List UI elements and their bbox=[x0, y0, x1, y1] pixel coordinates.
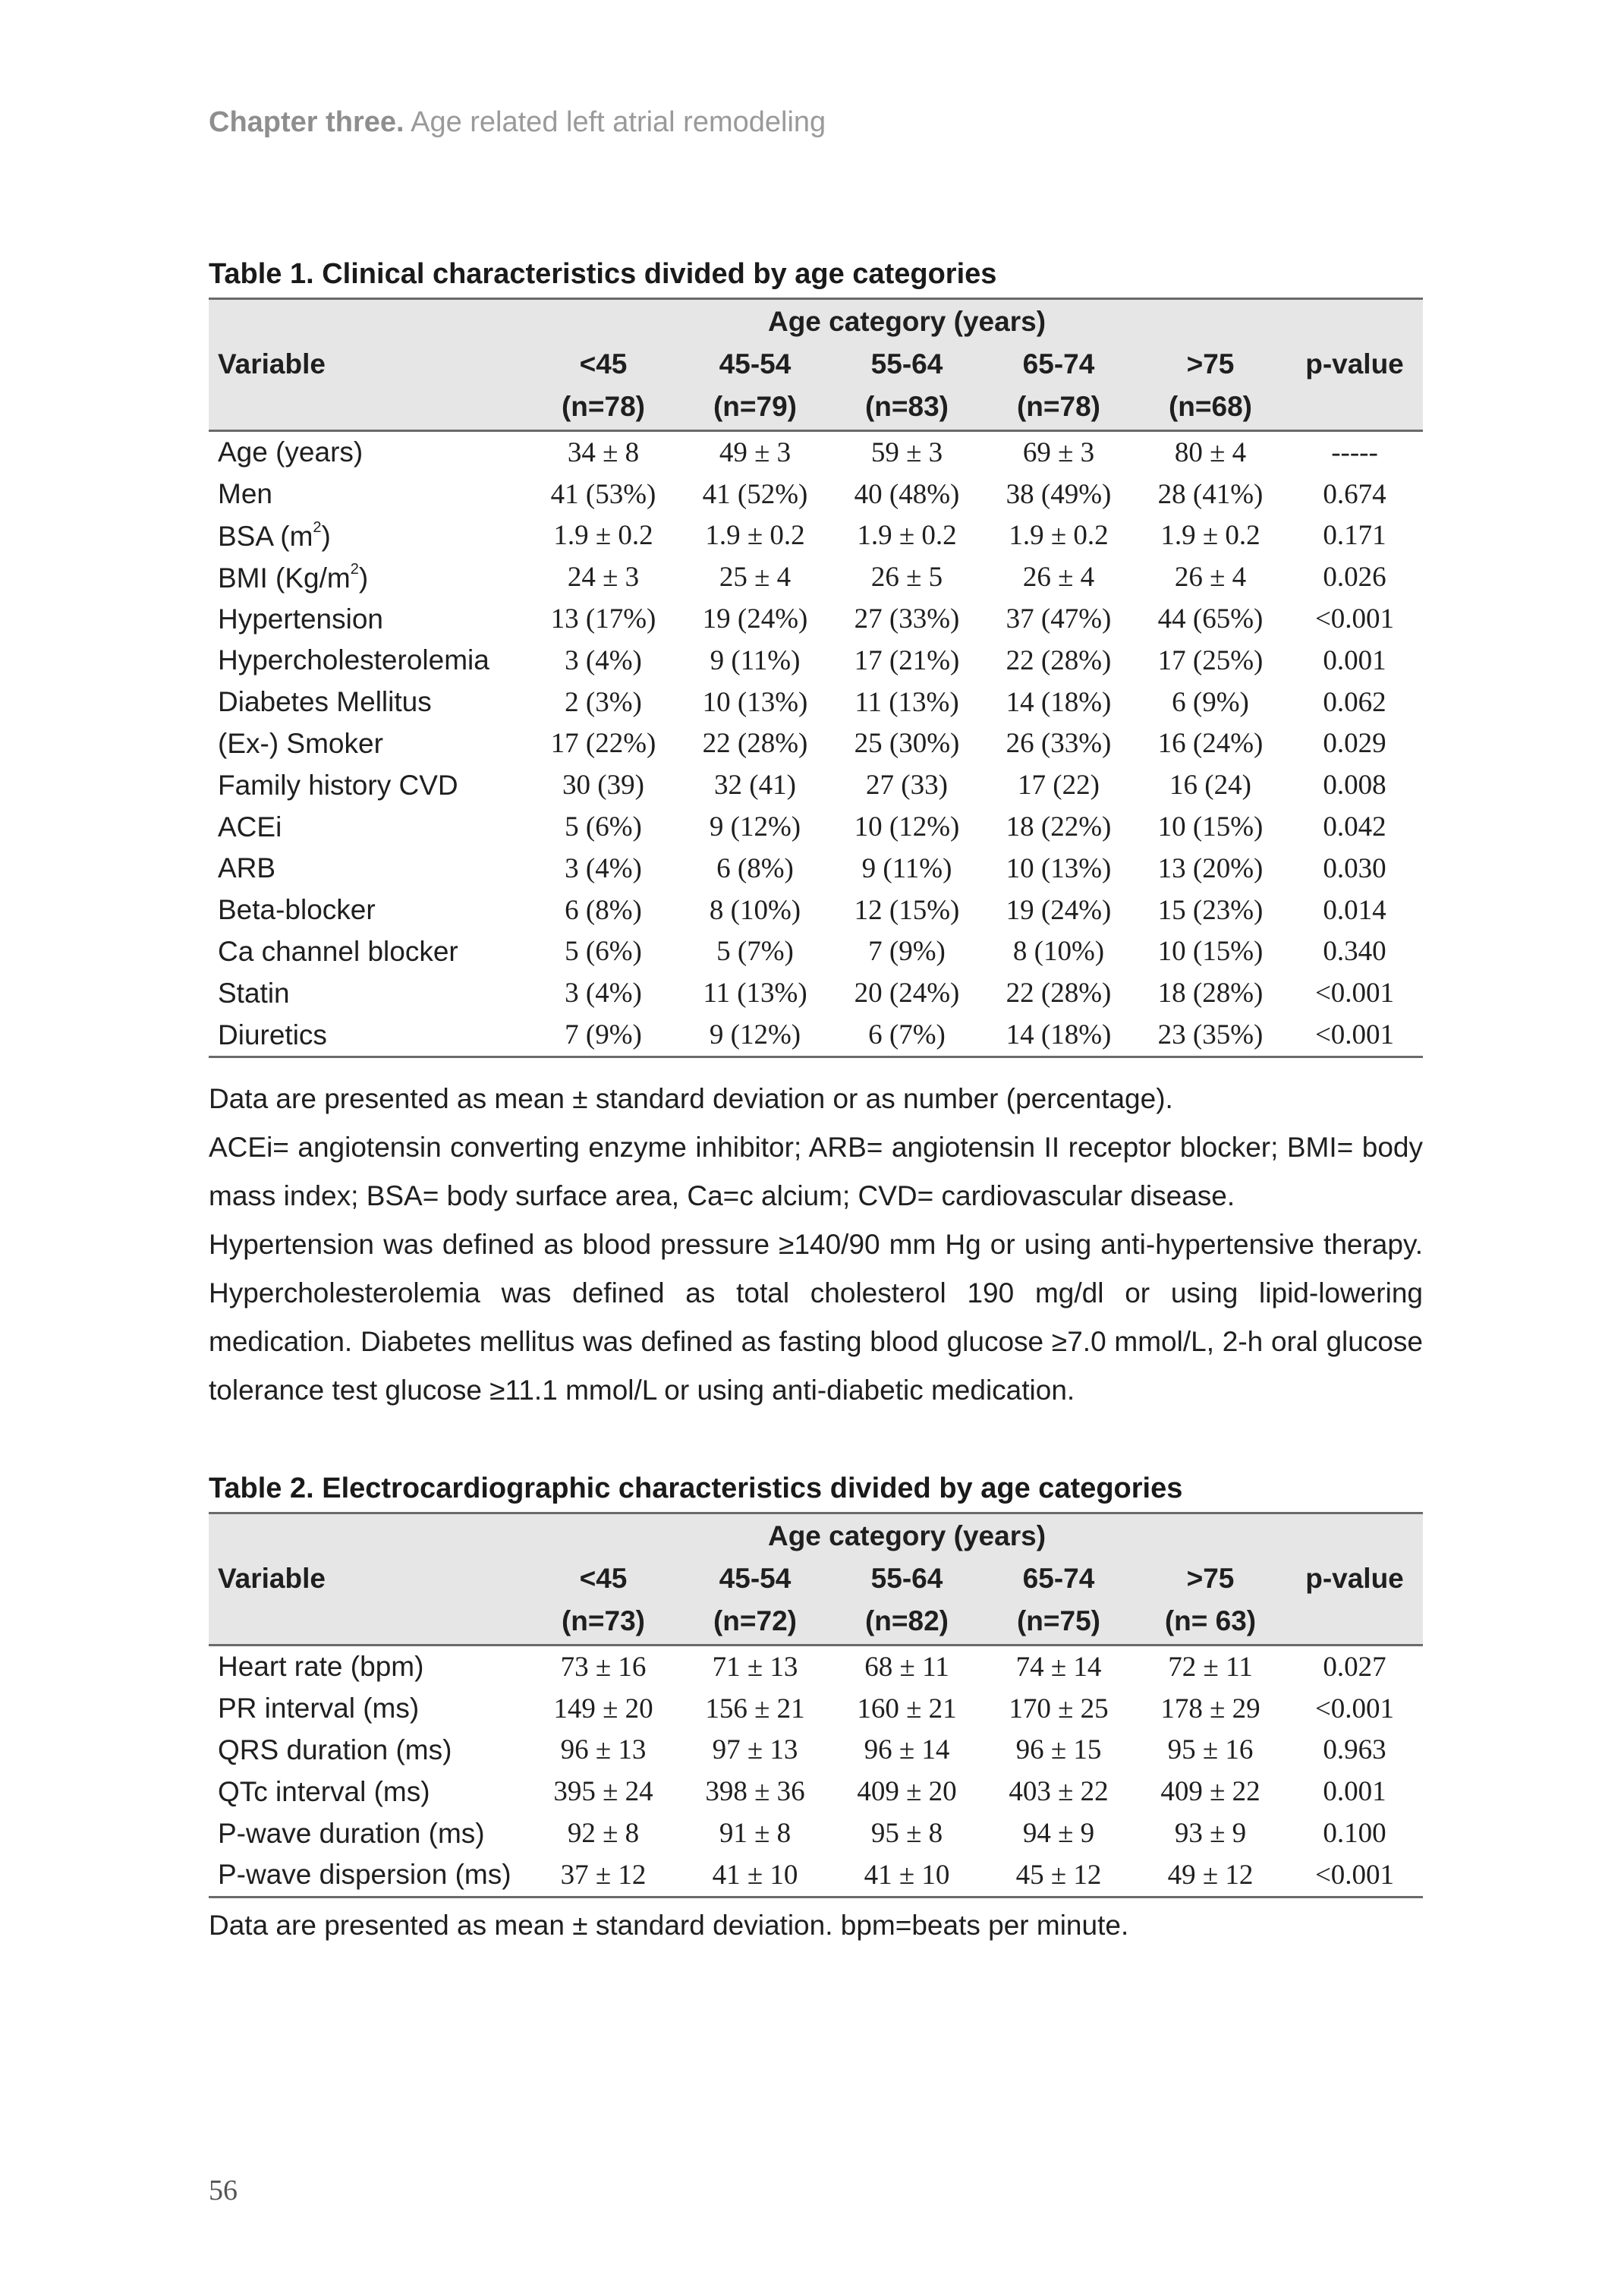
table1-col-n: (n=68) bbox=[1135, 390, 1286, 431]
row-value: 16 (24) bbox=[1169, 770, 1251, 802]
row-value: 8 (10%) bbox=[709, 894, 801, 926]
row-value: 17 (22%) bbox=[550, 728, 656, 760]
row-value: 27 (33%) bbox=[854, 603, 960, 635]
row-pvalue: 0.029 bbox=[1323, 728, 1386, 760]
row-value: 18 (28%) bbox=[1157, 978, 1264, 1009]
table-row bbox=[209, 682, 1423, 723]
row-value: 69 ± 3 bbox=[1022, 436, 1095, 468]
table2-pvalue-header: p-value bbox=[1286, 1558, 1423, 1605]
row-variable: Heart rate (bpm) bbox=[218, 1651, 424, 1683]
row-value: 17 (25%) bbox=[1157, 644, 1264, 676]
row-pvalue: 0.030 bbox=[1323, 852, 1386, 884]
row-value: 19 (24%) bbox=[702, 603, 808, 635]
row-pvalue: 0.674 bbox=[1323, 478, 1386, 510]
table-row bbox=[209, 1646, 1423, 1688]
row-value: 32 (41) bbox=[714, 770, 796, 802]
table-row bbox=[209, 931, 1423, 973]
table-row bbox=[209, 515, 1423, 557]
row-variable: Diabetes Mellitus bbox=[218, 686, 432, 718]
row-value: 6 (7%) bbox=[831, 1014, 983, 1057]
row-value: 7 (9%) bbox=[868, 936, 946, 968]
row-value: 16 (24%) bbox=[1157, 728, 1264, 760]
row-variable: Hypertension bbox=[218, 603, 384, 635]
table1-col-n: (n=78) bbox=[983, 390, 1135, 431]
table-row bbox=[209, 723, 1423, 765]
row-pvalue: <0.001 bbox=[1286, 1014, 1423, 1057]
row-pvalue: 0.001 bbox=[1323, 1776, 1386, 1808]
row-pvalue: ----- bbox=[1331, 436, 1378, 468]
row-value: 409 ± 20 bbox=[857, 1776, 957, 1808]
row-value: 80 ± 4 bbox=[1174, 436, 1247, 468]
table1-group-header: Age category (years) bbox=[527, 299, 1286, 345]
table2-variable-header: Variable bbox=[209, 1558, 527, 1605]
row-value: 71 ± 13 bbox=[712, 1651, 798, 1683]
row-value: 22 (28%) bbox=[1006, 978, 1112, 1009]
row-value: 11 (13%) bbox=[703, 978, 807, 1009]
table-row bbox=[209, 972, 1423, 1014]
running-head bbox=[209, 106, 826, 139]
row-value: 41 (52%) bbox=[702, 478, 808, 510]
row-value: 17 (22) bbox=[1018, 770, 1100, 802]
table1-col-label: 55-64 bbox=[831, 344, 983, 390]
row-value: 1.9 ± 0.2 bbox=[857, 520, 957, 552]
row-value: 1.9 ± 0.2 bbox=[553, 520, 653, 552]
table-row bbox=[209, 640, 1423, 682]
row-pvalue: <0.001 bbox=[1314, 978, 1395, 1009]
table-row bbox=[209, 1688, 1423, 1730]
row-pvalue: <0.001 bbox=[1314, 1693, 1395, 1724]
row-value: 395 ± 24 bbox=[553, 1776, 653, 1808]
row-value: 97 ± 13 bbox=[712, 1734, 798, 1766]
table2-col-n: (n=72) bbox=[679, 1605, 831, 1646]
row-variable: (Ex-) Smoker bbox=[218, 727, 383, 759]
page-number: 56 bbox=[209, 2175, 238, 2206]
table1-col-n: (n=78) bbox=[527, 390, 679, 431]
table2-col-label: <45 bbox=[527, 1558, 679, 1605]
row-value: 1.9 ± 0.2 bbox=[705, 520, 805, 552]
row-value: 5 (7%) bbox=[716, 936, 794, 968]
row-value: 26 ± 4 bbox=[1022, 562, 1095, 594]
table1-variable-header: Variable bbox=[209, 344, 527, 390]
row-value: 398 ± 36 bbox=[705, 1776, 805, 1808]
table2-col-label: 65-74 bbox=[983, 1558, 1135, 1605]
row-value: 2 (3%) bbox=[565, 686, 642, 718]
row-value: 23 (35%) bbox=[1135, 1014, 1286, 1057]
row-value: 156 ± 21 bbox=[705, 1693, 805, 1724]
row-value: 10 (15%) bbox=[1157, 936, 1264, 968]
row-value: 44 (65%) bbox=[1157, 603, 1264, 635]
row-value: 49 ± 12 bbox=[1135, 1854, 1286, 1897]
row-value: 37 (47%) bbox=[1006, 603, 1112, 635]
row-value: 73 ± 16 bbox=[560, 1651, 647, 1683]
table1-col-label: <45 bbox=[527, 344, 679, 390]
row-value: 8 (10%) bbox=[1012, 936, 1105, 968]
row-value: 13 (17%) bbox=[550, 603, 656, 635]
row-value: 96 ± 15 bbox=[1015, 1734, 1102, 1766]
row-pvalue: <0.001 bbox=[1286, 1854, 1423, 1897]
row-pvalue: 0.001 bbox=[1323, 644, 1386, 676]
row-variable: Hypercholesterolemia bbox=[218, 644, 489, 676]
table2-col-n: (n=75) bbox=[983, 1605, 1135, 1646]
row-value: 10 (13%) bbox=[1006, 852, 1112, 884]
row-value: 3 (4%) bbox=[565, 644, 642, 676]
row-value: 403 ± 22 bbox=[1009, 1776, 1109, 1808]
row-value: 24 ± 3 bbox=[567, 562, 640, 594]
row-value: 96 ± 13 bbox=[560, 1734, 647, 1766]
row-variable: Beta-blocker bbox=[218, 894, 376, 926]
row-value: 72 ± 11 bbox=[1168, 1651, 1253, 1683]
table1-title: Table 1. Clinical characteristics divided by age categories bbox=[209, 258, 997, 290]
row-variable: BMI $(Kg/m^2)$ bbox=[218, 560, 369, 594]
row-pvalue: 0.042 bbox=[1323, 811, 1386, 843]
row-value: 38 (49%) bbox=[1006, 478, 1112, 510]
table2-group-header: Age category (years) bbox=[527, 1513, 1286, 1559]
row-value: 40 (48%) bbox=[854, 478, 960, 510]
row-value: 1.9 ± 0.2 bbox=[1009, 520, 1109, 552]
row-value: 6 (9%) bbox=[1172, 686, 1249, 718]
row-variable: P-wave dispersion (ms) bbox=[209, 1854, 527, 1897]
row-variable: P-wave duration (ms) bbox=[218, 1817, 485, 1849]
row-variable: Statin bbox=[218, 977, 290, 1009]
row-value: 149 ± 20 bbox=[553, 1693, 653, 1724]
row-pvalue: 0.027 bbox=[1323, 1651, 1386, 1683]
row-value: 68 ± 11 bbox=[864, 1651, 949, 1683]
row-value: 41 ± 10 bbox=[831, 1854, 983, 1897]
table2-note: Data are presented as mean ± standard deviation. bpm=beats per minute. bbox=[209, 1910, 1129, 1941]
table1-col-label: >75 bbox=[1135, 344, 1286, 390]
table-row bbox=[209, 1812, 1423, 1854]
row-value: 409 ± 22 bbox=[1160, 1776, 1260, 1808]
row-value: 91 ± 8 bbox=[719, 1818, 792, 1850]
row-value: 13 (20%) bbox=[1157, 852, 1264, 884]
table-row bbox=[209, 1771, 1423, 1812]
running-head-title: Age related left atrial remodeling bbox=[411, 106, 826, 138]
row-value: 178 ± 29 bbox=[1160, 1693, 1260, 1724]
row-value: 14 (18%) bbox=[983, 1014, 1135, 1057]
row-value: 37 ± 12 bbox=[527, 1854, 679, 1897]
row-pvalue: 0.963 bbox=[1323, 1734, 1386, 1766]
row-value: 92 ± 8 bbox=[567, 1818, 640, 1850]
table2-col-n: (n=82) bbox=[831, 1605, 983, 1646]
row-value: 3 (4%) bbox=[565, 978, 642, 1009]
row-value: 12 (15%) bbox=[854, 894, 960, 926]
row-value: 17 (21%) bbox=[854, 644, 960, 676]
row-value: 6 (8%) bbox=[565, 894, 642, 926]
row-value: 41 (53%) bbox=[550, 478, 656, 510]
row-pvalue: <0.001 bbox=[1314, 603, 1395, 635]
row-value: 9 (12%) bbox=[709, 811, 801, 843]
row-value: 22 (28%) bbox=[1006, 644, 1112, 676]
row-value: 26 ± 4 bbox=[1174, 562, 1247, 594]
row-variable: BSA $(m^2)$ bbox=[218, 518, 331, 552]
row-variable: ARB bbox=[218, 852, 276, 884]
table-row bbox=[209, 598, 1423, 640]
table2-col-label: 55-64 bbox=[831, 1558, 983, 1605]
row-pvalue: 0.062 bbox=[1323, 686, 1386, 718]
table1-col-n: (n=83) bbox=[831, 390, 983, 431]
row-value: 9 (12%) bbox=[679, 1014, 831, 1057]
row-value: 94 ± 9 bbox=[1022, 1818, 1095, 1850]
row-value: 22 (28%) bbox=[702, 728, 808, 760]
table2-col-n: (n=73) bbox=[527, 1605, 679, 1646]
row-value: 49 ± 3 bbox=[719, 436, 792, 468]
row-value: 25 (30%) bbox=[854, 728, 960, 760]
row-value: 93 ± 9 bbox=[1174, 1818, 1247, 1850]
row-value: 1.9 ± 0.2 bbox=[1160, 520, 1260, 552]
table1 bbox=[209, 298, 1423, 1058]
row-value: 9 (11%) bbox=[861, 852, 952, 884]
row-value: 10 (13%) bbox=[702, 686, 808, 718]
row-pvalue: 0.026 bbox=[1323, 562, 1386, 594]
row-variable: QTc interval (ms) bbox=[218, 1775, 430, 1807]
table2-body bbox=[209, 1646, 1423, 1898]
row-value: 18 (22%) bbox=[1006, 811, 1112, 843]
row-pvalue: 0.340 bbox=[1323, 936, 1386, 968]
table2-title: Table 2. Electrocardiographic characteristics divided by age categories bbox=[209, 1472, 1183, 1504]
row-value: 34 ± 8 bbox=[567, 436, 640, 468]
table1-body bbox=[209, 431, 1423, 1057]
row-value: 20 (24%) bbox=[854, 978, 960, 1009]
row-pvalue: 0.171 bbox=[1323, 520, 1386, 552]
table1-note: Hypertension was defined as blood pressure ≥140/90 mm Hg or using anti-hypertensive therapy. Hypercholesterolemia was defined as total cholesterol 190 mg/dl or using lipid-lowering medication. Diabetes mellitus was defined as fasting blood glucose ≥7.0 mmol/L, 2-h oral glucose tolerance test glucose ≥11.1 mmol/L or using anti-diabetic medication. bbox=[209, 1229, 1423, 1406]
row-value: 28 (41%) bbox=[1157, 478, 1264, 510]
row-variable: QRS duration (ms) bbox=[218, 1734, 452, 1765]
row-value: 160 ± 21 bbox=[857, 1693, 957, 1724]
table-row bbox=[209, 1730, 1423, 1772]
table-row bbox=[209, 1014, 1423, 1057]
row-variable: Age (years) bbox=[218, 436, 364, 468]
row-value: 170 ± 25 bbox=[1009, 1693, 1109, 1724]
table-row bbox=[209, 431, 1423, 474]
row-value: 19 (24%) bbox=[1006, 894, 1112, 926]
row-value: 26 (33%) bbox=[1006, 728, 1112, 760]
row-value: 9 (11%) bbox=[710, 644, 801, 676]
table2-col-label: >75 bbox=[1135, 1558, 1286, 1605]
table-row bbox=[209, 806, 1423, 848]
table-row bbox=[209, 1854, 1423, 1897]
row-value: 95 ± 16 bbox=[1167, 1734, 1254, 1766]
row-value: 41 ± 10 bbox=[679, 1854, 831, 1897]
row-value: 95 ± 8 bbox=[870, 1818, 943, 1850]
row-variable: Men bbox=[218, 478, 272, 510]
table-row bbox=[209, 764, 1423, 806]
row-value: 96 ± 14 bbox=[864, 1734, 950, 1766]
row-variable: PR interval (ms) bbox=[218, 1693, 420, 1724]
row-value: 10 (15%) bbox=[1157, 811, 1264, 843]
row-value: 25 ± 4 bbox=[719, 562, 792, 594]
row-value: 26 ± 5 bbox=[870, 562, 943, 594]
row-value: 3 (4%) bbox=[565, 852, 642, 884]
table2-col-label: 45-54 bbox=[679, 1558, 831, 1605]
running-head-chapter: Chapter three. bbox=[209, 106, 404, 138]
row-value: 30 (39) bbox=[562, 770, 644, 802]
table1-col-label: 45-54 bbox=[679, 344, 831, 390]
row-value: 59 ± 3 bbox=[870, 436, 943, 468]
row-value: 15 (23%) bbox=[1157, 894, 1264, 926]
table1-note: ACEi= angiotensin converting enzyme inhibitor; ARB= angiotensin II receptor blocker; BMI= body mass index; BSA= body surface area, Ca=c alcium; CVD= cardiovascular disease. bbox=[209, 1132, 1423, 1211]
row-value: 5 (6%) bbox=[565, 811, 642, 843]
row-value: 74 ± 14 bbox=[1015, 1651, 1102, 1683]
row-pvalue: 0.100 bbox=[1323, 1818, 1386, 1850]
table-row bbox=[209, 848, 1423, 890]
row-value: 11 (13%) bbox=[854, 686, 959, 718]
row-variable: Diuretics bbox=[209, 1014, 527, 1057]
row-variable: ACEi bbox=[218, 811, 282, 842]
table2-col-n: (n= 63) bbox=[1135, 1605, 1286, 1646]
table1-col-label: 65-74 bbox=[983, 344, 1135, 390]
table-row bbox=[209, 474, 1423, 515]
table1-note: Data are presented as mean ± standard deviation or as number (percentage). bbox=[209, 1083, 1173, 1114]
table1-col-n: (n=79) bbox=[679, 390, 831, 431]
table1-pvalue-header: p-value bbox=[1286, 344, 1423, 390]
row-value: 27 (33) bbox=[866, 770, 948, 802]
row-value: 45 ± 12 bbox=[983, 1854, 1135, 1897]
row-pvalue: 0.008 bbox=[1323, 770, 1386, 802]
table1-notes bbox=[209, 1075, 1423, 1415]
row-value: 5 (6%) bbox=[565, 936, 642, 968]
row-value: 14 (18%) bbox=[1006, 686, 1112, 718]
row-variable: Family history CVD bbox=[218, 769, 458, 801]
table2 bbox=[209, 1512, 1423, 1898]
table-row bbox=[209, 556, 1423, 598]
row-value: 10 (12%) bbox=[854, 811, 960, 843]
row-pvalue: 0.014 bbox=[1323, 894, 1386, 926]
row-value: 6 (8%) bbox=[716, 852, 794, 884]
table-row bbox=[209, 890, 1423, 931]
row-value: 7 (9%) bbox=[527, 1014, 679, 1057]
table2-notes bbox=[209, 1901, 1423, 1950]
row-variable: Ca channel blocker bbox=[218, 935, 458, 967]
